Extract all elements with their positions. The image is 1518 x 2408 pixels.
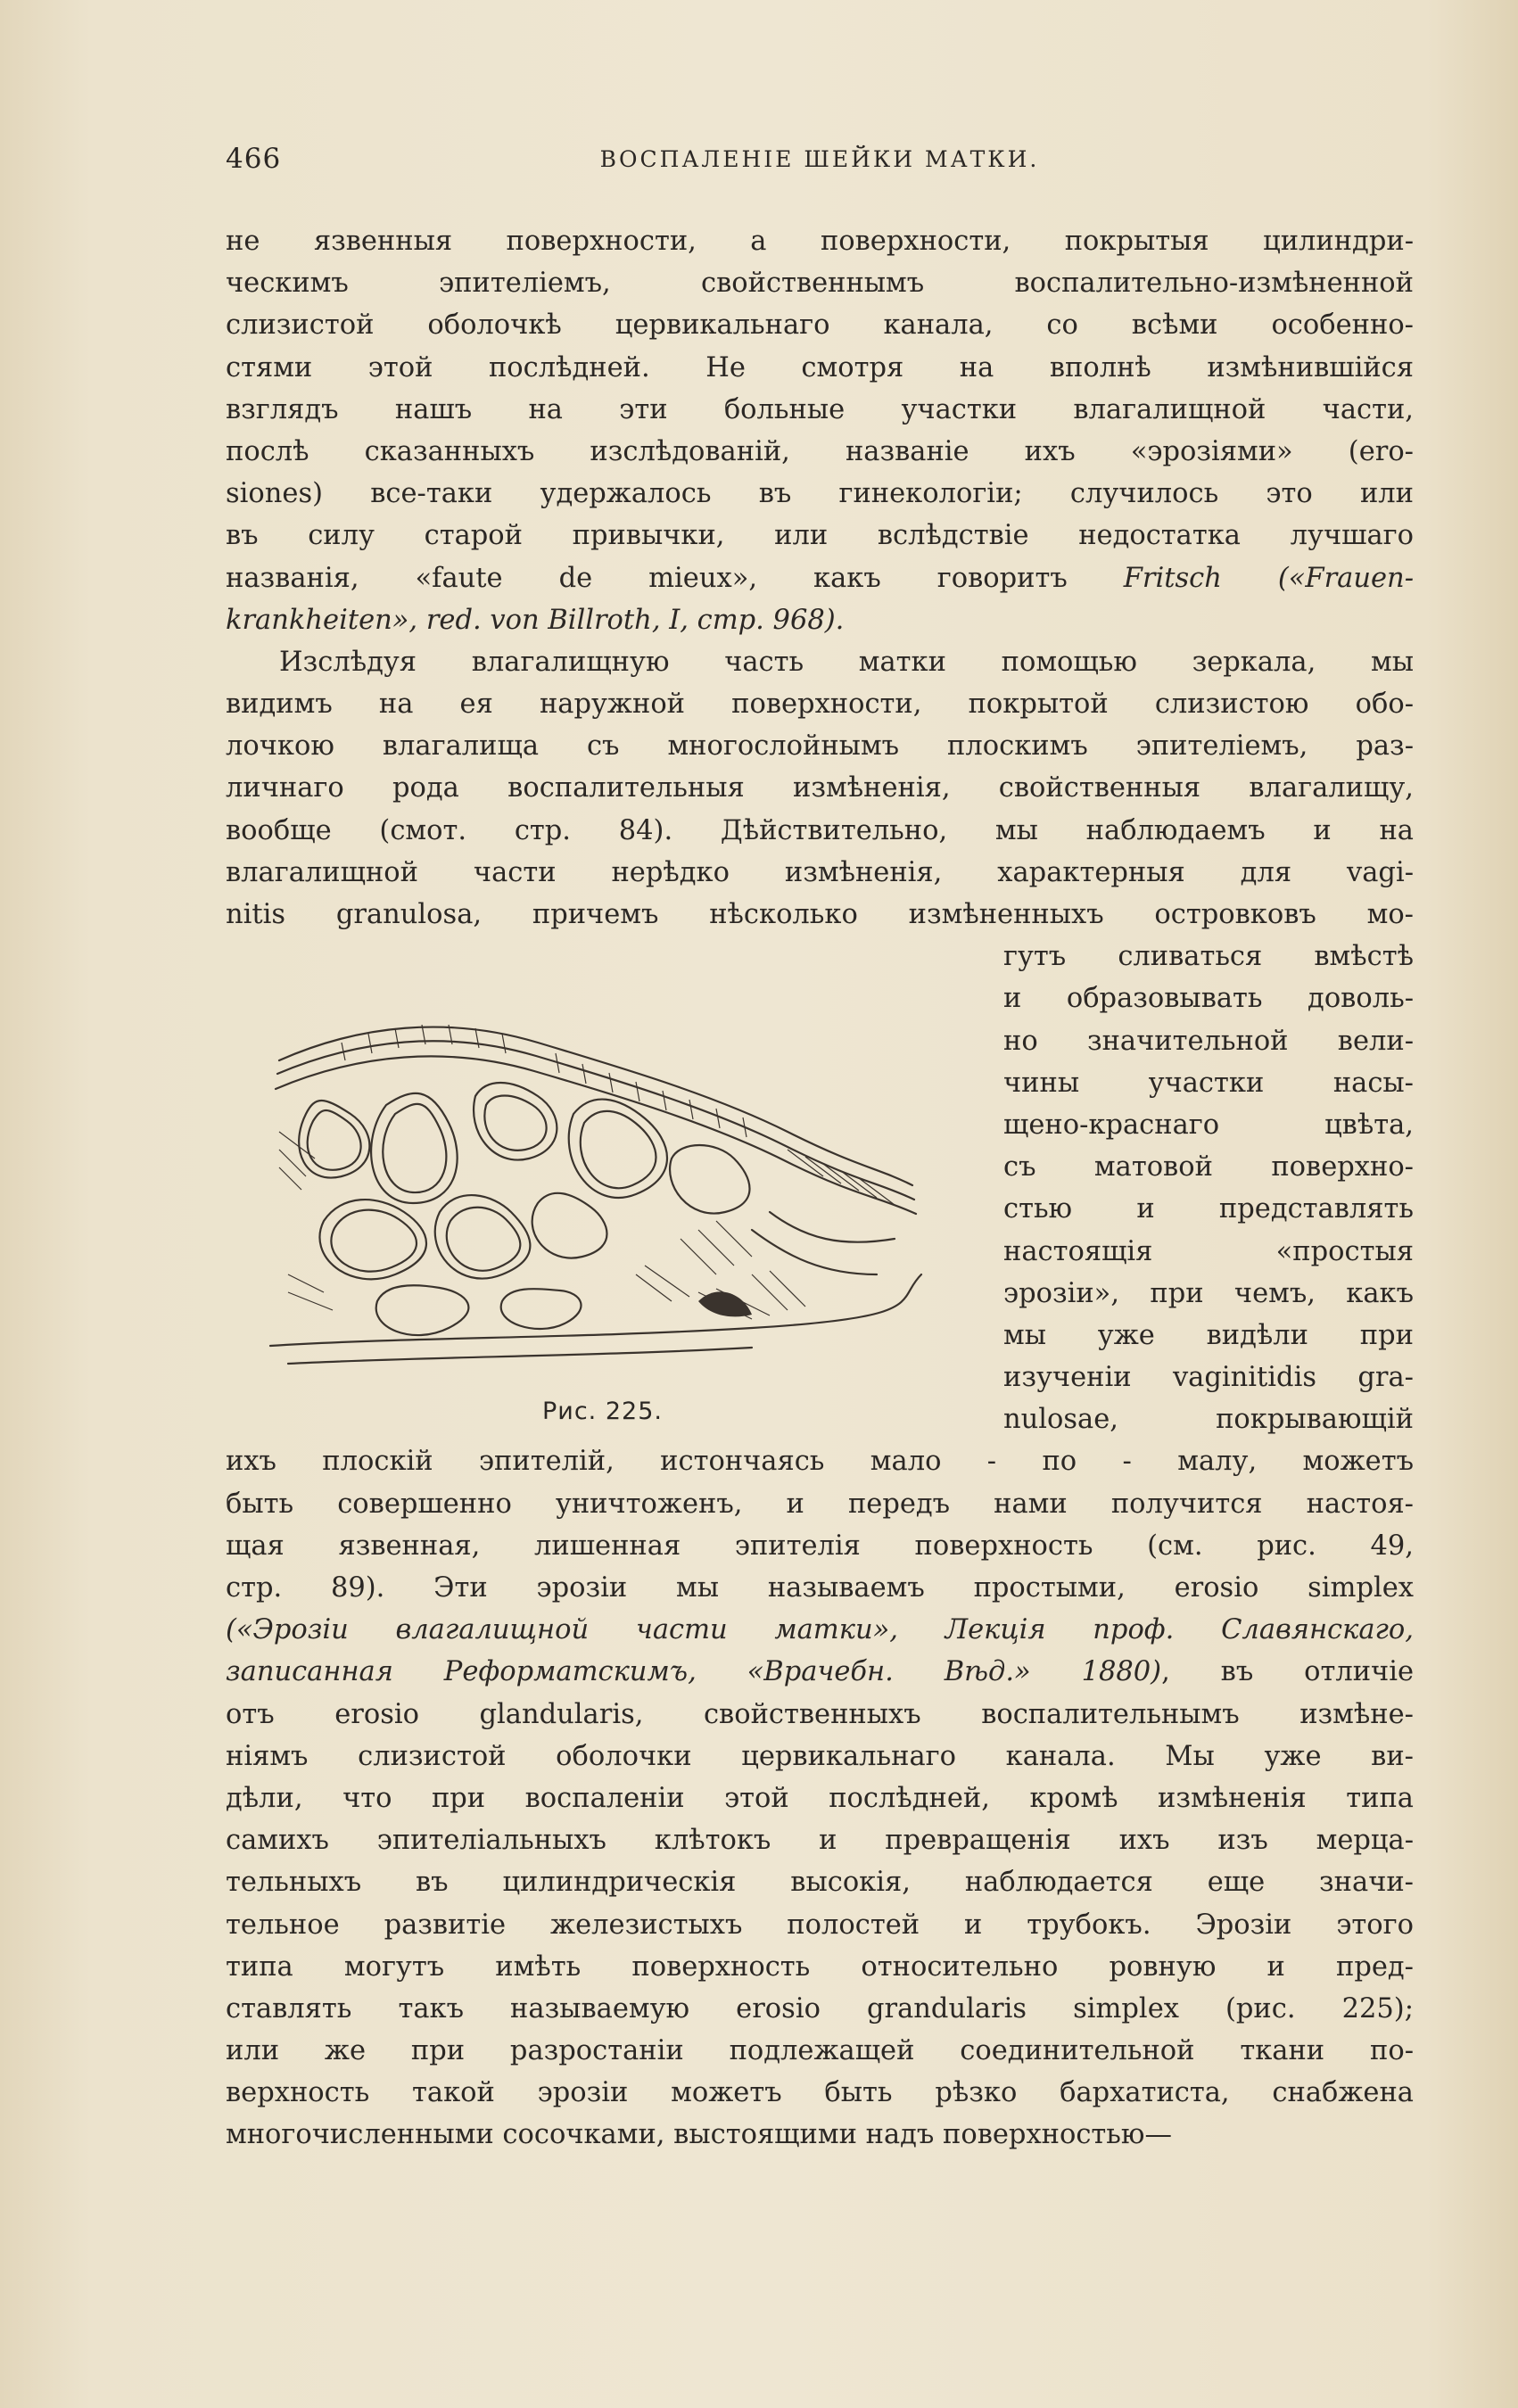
text-line: ихъ плоскій эпителій, истончаясь мало - по - малу, можетъ — [226, 1446, 1414, 1478]
running-title: ВОСПАЛЕНІЕ ШЕЙКИ МАТКИ. — [599, 146, 1040, 172]
text-segment: названія, «faute de mieux», какъ говоритъ — [226, 562, 1124, 594]
text-line: тельныхъ въ цилиндрическія высокія, наблюдается еще значи- — [226, 1867, 1414, 1899]
text-line: быть совершенно уничтоженъ, и передъ нами получится настоя- — [226, 1488, 1414, 1520]
text-line: не язвенныя поверхности, а поверхности, покрытыя цилиндри- — [226, 226, 1414, 257]
text-line: чины участки насы- — [1003, 1067, 1414, 1099]
text-line: гутъ сливаться вмѣстѣ — [1003, 941, 1414, 973]
text-line: самихъ эпителіальныхъ клѣтокъ и превращенія ихъ изъ мерца- — [226, 1825, 1414, 1857]
page-body — [226, 220, 1414, 2156]
citation-text: Fritsch («Frauen- — [1123, 562, 1414, 594]
text-line: или же при разростаніи подлежащей соединительной ткани по- — [226, 2035, 1414, 2067]
text-line: настоящія «простыя — [1003, 1235, 1414, 1267]
text-line: послѣ сказанныхъ изслѣдованій, названіе ихъ «эрозіями» (ero- — [226, 435, 1414, 467]
text-line: ставлять такъ называемую erosio grandularis simplex (рис. 225); — [226, 1992, 1414, 2025]
text-line: многочисленными сосочками, выстоящими надъ поверхностью— — [226, 2119, 1172, 2151]
text-line: видимъ на ея наружной поверхности, покрытой слизистою обо- — [226, 689, 1414, 721]
text-line: стр. 89). Эти эрозіи мы называемъ простыми, erosio simplex — [226, 1572, 1414, 1604]
text-line — [226, 557, 1414, 599]
wrapped-text-column — [1003, 936, 1414, 1440]
text-line: слизистой оболочкѣ цервикальнаго канала, со всѣми особенно- — [226, 309, 1414, 342]
text-line: въ силу старой привычки, или вслѣдствіе недостатка лучшаго — [226, 520, 1414, 552]
text-line: эрозіи», при чемъ, какъ — [1003, 1277, 1414, 1309]
text-line: щая язвенная, лишенная эпителія поверхность (см. рис. 49, — [226, 1530, 1414, 1562]
figure-caption: Рис. 225. — [542, 1398, 663, 1426]
text-line: мы уже видѣли при — [1003, 1319, 1414, 1351]
text-line: тельное развитіе железистыхъ полостей и трубокъ. Эрозіи этого — [226, 1909, 1414, 1941]
text-line: ческимъ эпителіемъ, свойственнымъ воспалительно-измѣненной — [226, 268, 1414, 300]
citation-text: записанная Реформатскимъ, «Врачебн. Вѣд.» 1880) — [226, 1656, 1162, 1688]
text-line: верхность такой эрозіи можетъ быть рѣзко бархатиста, снабжена — [226, 2077, 1414, 2109]
figure-wrap-zone — [226, 936, 1414, 1440]
text-line — [226, 599, 1414, 641]
text-line — [226, 1651, 1414, 1693]
text-line: дѣли, что при воспаленіи этой послѣдней, кромѣ измѣненія типа — [226, 1782, 1414, 1814]
text-line: ніямъ слизистой оболочки цервикальнаго канала. Мы уже ви- — [226, 1740, 1414, 1772]
page-number: 466 — [226, 143, 282, 175]
citation-text: krankheiten», red. von Billroth, I, стр. 968). — [226, 604, 845, 636]
text-line: съ матовой поверхно- — [1003, 1151, 1414, 1183]
text-line: Изслѣдуя влагалищную часть матки помощью зеркала, мы — [279, 646, 1414, 678]
paragraph-1 — [226, 220, 1414, 641]
figure-225 — [226, 936, 993, 1440]
text-line: щено-краснаго цвѣта, — [1003, 1109, 1414, 1141]
text-line: изученіи vaginitidis gra- — [1003, 1362, 1414, 1394]
text-line: nulosae, покрывающій — [1003, 1404, 1414, 1436]
page-header — [226, 143, 1414, 187]
erosion-histology-illustration — [252, 1007, 939, 1381]
paragraph-2 — [226, 641, 1414, 2156]
text-line: взглядъ нашъ на эти больные участки влагалищной части, — [226, 393, 1414, 425]
text-line: отъ erosio glandularis, свойственныхъ воспалительнымъ измѣне- — [226, 1698, 1414, 1730]
text-segment: , въ отличіе — [1161, 1656, 1414, 1688]
text-line: стями этой послѣдней. Не смотря на вполнѣ измѣнившійся — [226, 351, 1414, 383]
text-line: стью и представлять — [1003, 1193, 1414, 1225]
text-line: личнаго рода воспалительныя измѣненія, свойственныя влагалищу, — [226, 772, 1414, 804]
text-line: лочкою влагалища съ многослойнымъ плоскимъ эпителіемъ, раз- — [226, 730, 1414, 763]
text-line — [226, 1609, 1414, 1651]
text-line: влагалищной части нерѣдко измѣненія, характерныя для vagi- — [226, 856, 1414, 888]
citation-text: («Эрозіи влагалищной части матки», Лекція проф. Славянскаго, — [226, 1614, 1414, 1646]
text-line: типа могутъ имѣть поверхность относительно ровную и пред- — [226, 1950, 1414, 1983]
text-line: но значительной вели- — [1003, 1025, 1414, 1057]
text-line: siones) все-таки удержалось въ гинекологіи; случилось это или — [226, 478, 1414, 510]
text-line: nitis granulosa, причемъ нѣсколько измѣненныхъ островковъ мо- — [226, 899, 1414, 930]
text-line: вообще (смот. стр. 84). Дѣйствительно, мы наблюдаемъ и на — [226, 814, 1414, 846]
text-line: и образовывать доволь- — [1003, 983, 1414, 1015]
